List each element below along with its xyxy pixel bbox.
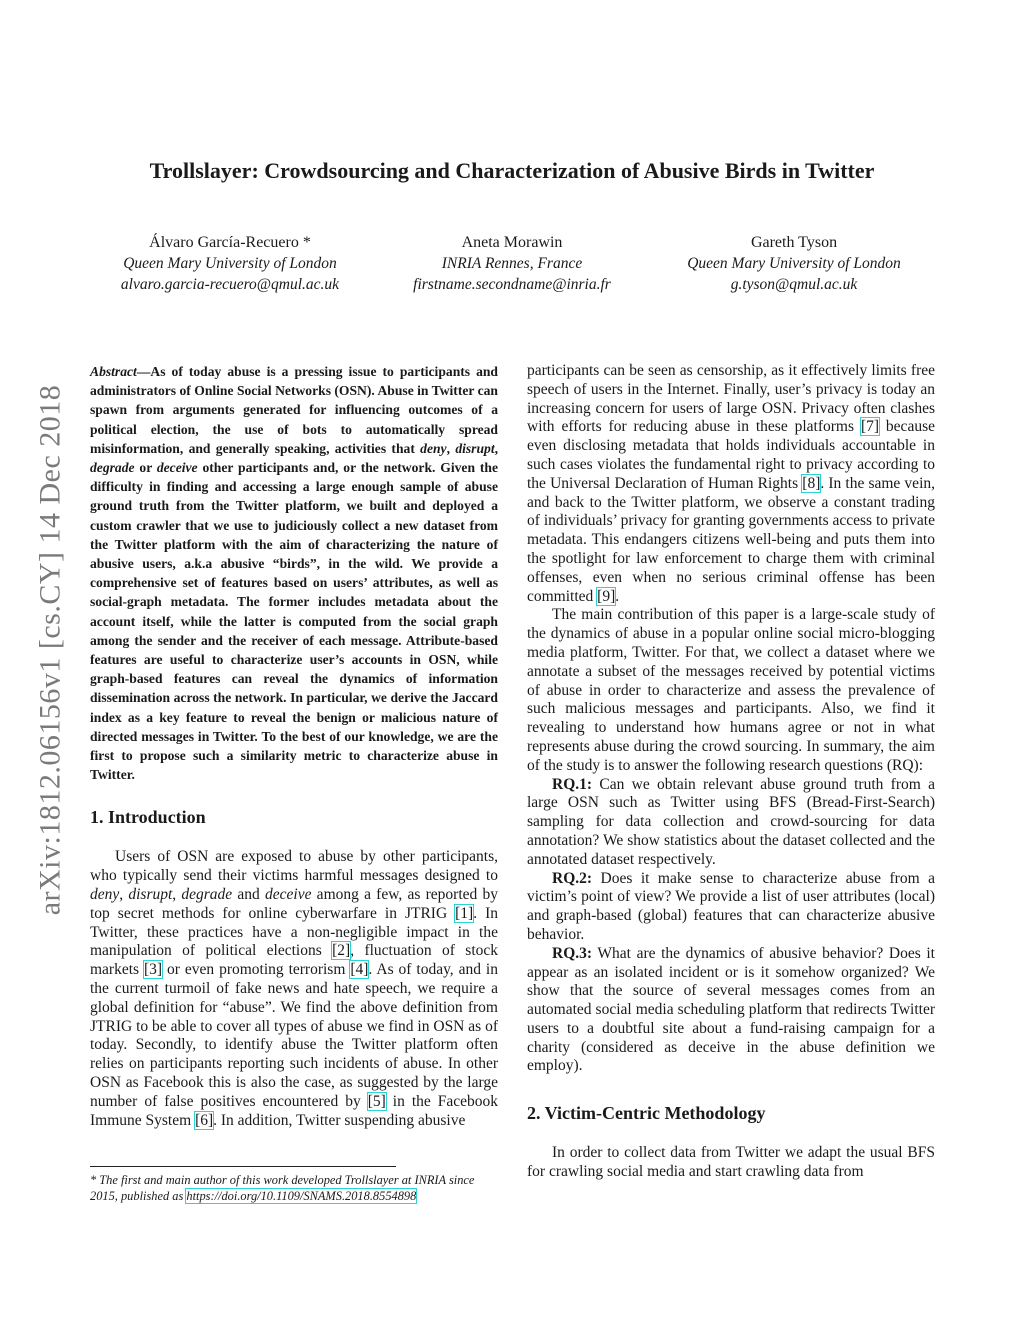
author-affiliation: Queen Mary University of London	[687, 255, 901, 272]
rq-text: Does it make sense to characterize abuse from a victim’s point of view? We provide a list of user attributes (local) and graph-based (global) features that can characterize abusive behavior.	[527, 869, 935, 943]
research-question-3	[527, 945, 935, 1077]
citation-link[interactable]: [1]	[455, 904, 474, 922]
body-emph: deny	[90, 886, 120, 904]
contribution-paragraph: The main contribution of this paper is a large-scale study of the dynamics of abuse in a popular online social micro-blogging media platform, Twitter. For that, we collect a dataset where we annotate a subset of the messages received by potential victims of abuse in order to characterize and assess the prevalence of such malicious messages and participants. Also, we find it revealing to understand how humans agree or not in what represents abuse during the crowd sourcing. In summary, the aim of the study is to answer the following research questions (RQ):	[527, 606, 935, 774]
footnote-text: * The first and main author of this work developed Trollslayer at INRIA since 2015, published as	[90, 1173, 475, 1203]
arxiv-stamp-text: arXiv:1812.06156v1 [cs.CY] 14 Dec 2018	[33, 384, 66, 916]
abstract-emph: deceive	[156, 460, 198, 476]
abstract-label: Abstract	[90, 364, 137, 379]
body-text: , fluctuation of stock markets	[90, 942, 498, 979]
research-question-1	[527, 776, 935, 870]
abstract-sep: or	[134, 460, 157, 476]
section-heading-introduction: 1. Introduction	[90, 807, 206, 828]
abstract	[90, 362, 498, 784]
intro-paragraph	[90, 848, 498, 1130]
author-block	[90, 232, 934, 295]
author-email: firstname.secondname@inria.fr	[413, 276, 611, 293]
body-text: or even promoting terrorism	[162, 961, 351, 979]
citation-link[interactable]: [2]	[332, 942, 351, 960]
abstract-sep: ,	[494, 440, 499, 456]
body-paragraph	[527, 362, 935, 606]
author-name: Álvaro García-Recuero *	[149, 234, 311, 251]
author-affiliation: INRIA Rennes, France	[441, 255, 583, 272]
citation-link[interactable]: [8]	[802, 474, 821, 492]
body-text: ,	[172, 886, 182, 904]
author-affiliation: Queen Mary University of London	[123, 255, 337, 272]
body-text: ,	[119, 886, 129, 904]
doi-link[interactable]: https://doi.org/10.1109/SNAMS.2018.8554898	[186, 1189, 417, 1203]
rq-label: RQ.2:	[552, 869, 593, 887]
body-text: and	[232, 886, 265, 904]
author-email: g.tyson@qmul.ac.uk	[730, 276, 858, 293]
citation-link[interactable]: [7]	[860, 418, 880, 436]
author-3	[654, 232, 934, 295]
body-text: Users of OSN are exposed to abuse by other participants, who typically send their victims harmful messages designed to	[90, 848, 498, 885]
arxiv-stamp	[20, 350, 80, 950]
body-text: .	[615, 587, 620, 605]
body-text: . In the same vein, and back to the Twitter platform, we observe a constant trading of individuals’ privacy for granting governments access to private metadata. This endangers citizens well-being and puts them into the spotlight for law enforcement to charge them with criminal offenses, even when no serious criminal offense has been committed	[527, 474, 935, 605]
citation-link[interactable]: [3]	[144, 961, 163, 979]
abstract-emph: deny	[420, 440, 447, 456]
body-text: . In addition, Twitter suspending abusive	[213, 1111, 466, 1129]
abstract-sep: ,	[446, 440, 456, 456]
section-heading-methodology: 2. Victim-Centric Methodology	[527, 1103, 766, 1124]
citation-link[interactable]: [6]	[195, 1111, 214, 1129]
author-1	[90, 232, 370, 295]
abstract-emph: degrade	[90, 460, 135, 476]
abstract-dash: —	[136, 364, 151, 379]
author-email: alvaro.garcia-recuero@qmul.ac.uk	[120, 276, 340, 293]
rq-text: Can we obtain relevant abuse ground truth from a large OSN such as Twitter using BFS (Bread-First-Search) sampling for data collection and crowd-sourcing for data annotation? We show statistics about the dataset collected and the annotated dataset respectively.	[527, 775, 935, 868]
research-question-2	[527, 870, 935, 945]
body-text: . As of today, and in the current turmoil of fake news and hate speech, we require a global definition for “abuse”. We find the above definition from JTRIG to be able to cover all types of abuse we find in OSN as of today. Secondly, to identify abuse the Twitter platform often relies on participants reporting such incidents of abuse. In other OSN as Facebook this is also the case, as suggested by the large number of false positives encountered by	[90, 961, 498, 1110]
rq-label: RQ.1:	[552, 775, 593, 793]
abstract-text: As of today abuse is a pressing issue to participants and administrators of Online Social Networks (OSN). Abuse in Twitter can spawn from arguments generated for influencing outcomes of a political election, the use of bots to automatically spread misinformation, and generally speaking, activities that	[90, 364, 498, 456]
body-emph: deceive	[265, 886, 312, 904]
right-column	[527, 362, 935, 1182]
body-emph: degrade	[181, 886, 233, 904]
methodology-paragraph: In order to collect data from Twitter we adapt the usual BFS for crawling social media and start crawling data from	[527, 1144, 935, 1181]
author-2	[372, 232, 652, 295]
rq-label: RQ.3:	[552, 944, 593, 962]
left-column	[90, 362, 498, 1130]
body-text: participants can be seen as censorship, as it effectively limits free speech of users in the Internet. Finally, user’s privacy is today an increasing concern for users of large OSN. Privacy often clashes with efforts for reducing abuse in these platforms	[527, 362, 935, 436]
author-name: Aneta Morawin	[461, 234, 563, 251]
rq-text: What are the dynamics of abusive behavior? Does it appear as an isolated incident or is it somehow organized? We show that the source of several messages comes from an automated social media scheduling platform that redirects Twitter users to a doubtful site about a fund-raising campaign for a charity (considered as deceive in the abuse definition we employ).	[527, 944, 935, 1075]
footnote	[90, 1172, 498, 1204]
paper-title: Trollslayer: Crowdsourcing and Characterization of Abusive Birds in Twitter	[149, 158, 875, 183]
body-text: in the Facebook Immune System	[90, 1092, 498, 1129]
body-text: . In Twitter, these practices have a non-negligible impact in the manipulation of political elections	[90, 904, 498, 960]
abstract-emph: disrupt	[455, 440, 495, 456]
citation-link[interactable]: [4]	[350, 961, 369, 979]
citation-link[interactable]: [9]	[597, 587, 616, 605]
footnote-rule	[90, 1166, 396, 1167]
body-text: because even disclosing metadata that holds individuals accountable in such cases violates the fundamental right to privacy according to the Universal Declaration of Human Rights	[527, 418, 935, 492]
body-emph: disrupt	[128, 886, 173, 904]
citation-link[interactable]: [5]	[367, 1092, 386, 1110]
abstract-text: other participants and, or the network. Given the difficulty in finding and accessing a large enough sample of abuse ground truth from the Twitter platform, we built and deployed a custom crawler that we use to judiciously collect a new dataset from the Twitter platform with the aim of characterizing the nature of abusive users, a.k.a abusive “birds”, in the wild. We provide a comprehensive set of features based on users’ attributes, as well as social-graph metadata. The former includes metadata about the account itself, while the latter is computed from the social graph among the sender and the receiver of each message. Attribute-based features are useful to characterize user’s accounts in OSN, while graph-based features can reveal the dynamics of information dissemination across the network. In particular, we derive the Jaccard index as a key feature to reveal the benign or malicious nature of directed messages in Twitter. To the best of our knowledge, we are the first to propose such a similarity metric to characterize abuse in Twitter.	[90, 460, 498, 783]
body-text: among a few, as reported by top secret methods for online cyberwarfare in JTRIG	[90, 886, 498, 922]
author-name: Gareth Tyson	[750, 234, 838, 251]
